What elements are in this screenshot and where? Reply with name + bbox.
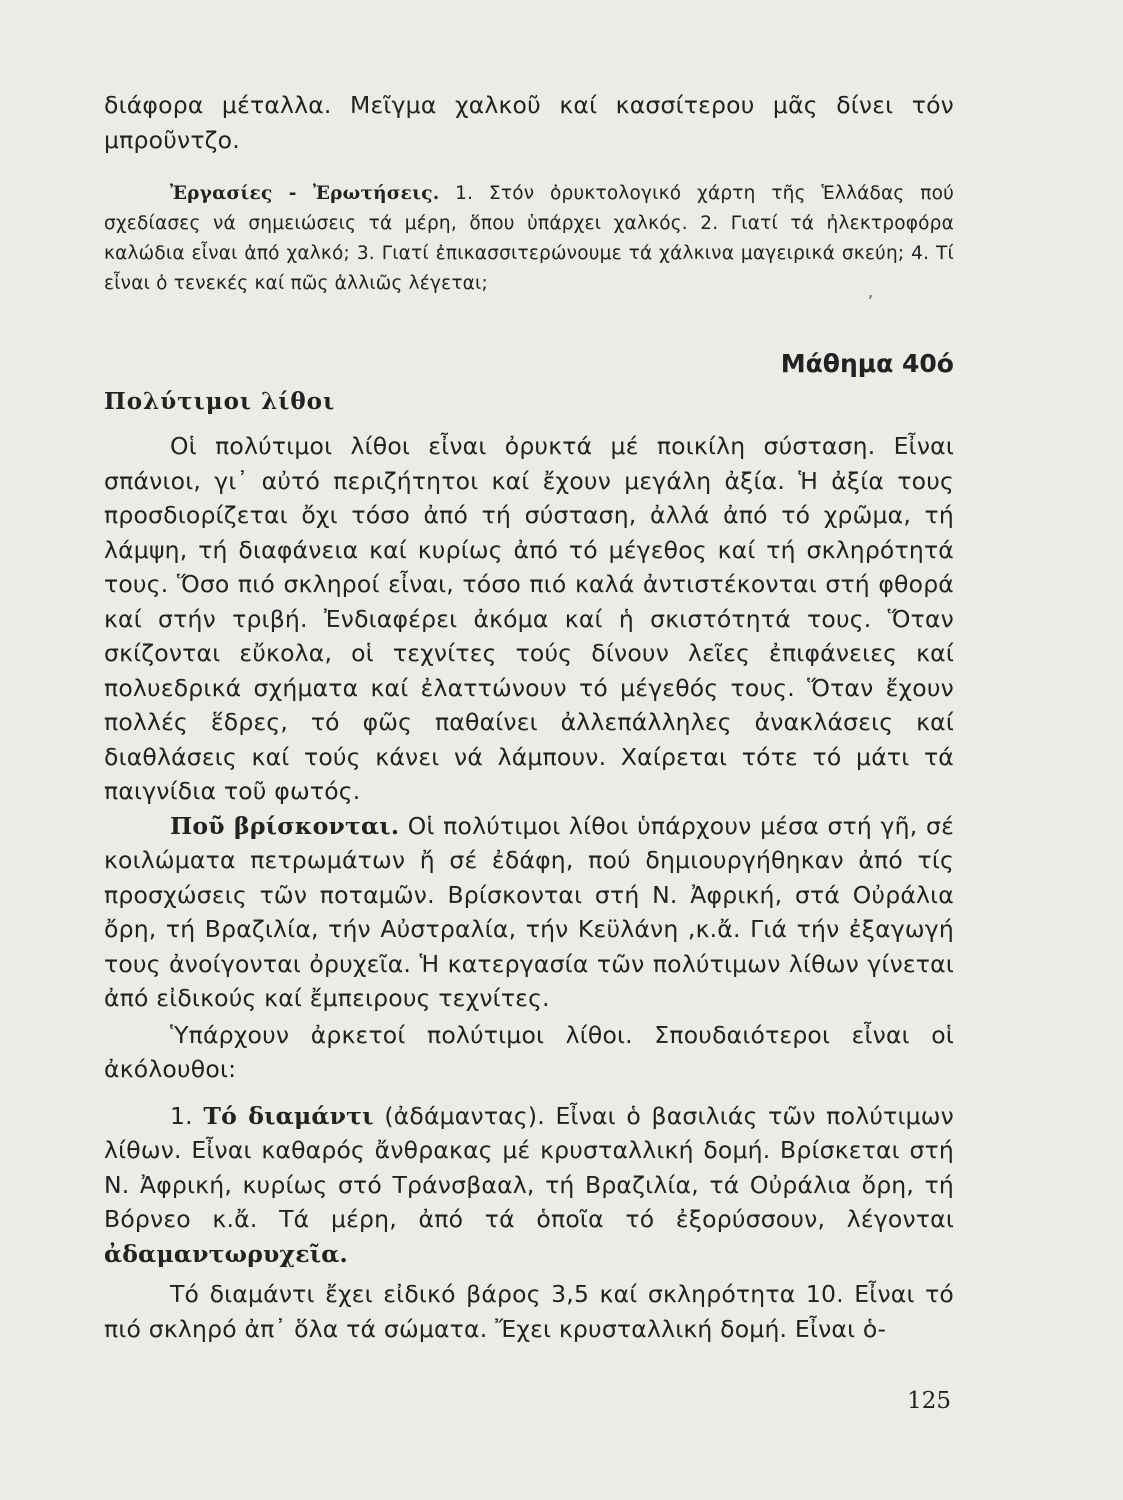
paragraph-4-prefix: 1.	[170, 1101, 204, 1130]
exercises-block	[104, 179, 954, 299]
paragraph-2	[104, 809, 954, 1016]
page-content	[104, 88, 954, 1346]
lesson-label: Μάθημα 40ό	[780, 349, 954, 378]
exercises-heading: Ἐργασίες - Ἐρωτήσεις.	[170, 183, 440, 204]
exercises-text: 1. Στόν ὀρυκτολογικό χάρτη τῆς Ἑλλάδας πού σχεδίασες νά σημειώσεις τά μέρη, ὅπου ὑπάρχει χαλκός. 2. Γιατί τά ἠλεκτροφόρα καλώδια εἶναι ἀπό χαλκό; 3. Γιατί ἐπικασσιτερώνουμε τά χάλκινα μαγειρικά σκεύη; 4. Τί εἶναι ὁ τενεκές καί πῶς ἀλλιῶς λέγεται;	[104, 183, 955, 294]
stray-mark: ,	[868, 282, 874, 301]
diamond-term: Τό διαμάντι	[203, 1101, 374, 1130]
paragraph-5: Τό διαμάντι ἔχει εἰδικό βάρος 3,5 καί σκληρότητα 10. Εἶναι τό πιό σκληρό ἀπ᾿ ὅλα τά σώματα. Ἔχει κρυσταλλική δομή. Εἶναι ὁ-	[104, 1280, 954, 1343]
paragraph-1: Οἱ πολύτιμοι λίθοι εἶναι ὀρυκτά μέ ποικίλη σύσταση. Εἶναι σπάνιοι, γι᾿ αὐτό περιζήτητοι καί ἔχουν μεγάλη ἀξία. Ἡ ἀξία τους προσδιορίζεται ὄχι τόσο ἀπό τή σύσταση, ἀλλά ἀπό τό χρῶμα, τή λάμψη, τή διαφάνεια καί κυρίως ἀπό τό μέγεθος καί τή σκληρότητά τους. Ὅσο πιό σκληροί εἶναι, τόσο πιό καλά ἀντιστέκονται στή φθορά καί στήν τριβή. Ἐνδιαφέρει ἀκόμα καί ἡ σκιστότητά τους. Ὅταν σκίζονται εὔκολα, οἱ τεχνίτες τούς δίνουν λεῖες ἐπιφάνειες καί πολυεδρικά σχήματα καί ἐλαττώνουν τό μέγεθός τους. Ὅταν ἔχουν πολλές ἕδρες, τό φῶς παθαίνει ἀλλεπάλληλες ἀνακλάσεις καί διαθλάσεις καί τούς κάνει νά λάμπουν. Χαίρεται τότε τό μάτι τά παιγνίδια τοῦ φωτός.	[104, 432, 954, 805]
diamond-mines-term: ἀδαμαντωρυχεῖα.	[104, 1239, 348, 1268]
paragraph-2-heading: Ποῦ βρίσκονται.	[170, 811, 400, 840]
section-title: Πολύτιμοι λίθοι	[104, 388, 336, 415]
intro-paragraph: διάφορα μέταλλα. Μεῖγμα χαλκοῦ καί κασσίτερου μᾶς δίνει τόν μπροῦντζο.	[104, 91, 954, 154]
page-number: 125	[907, 1388, 951, 1414]
paragraph-4	[104, 1099, 954, 1272]
paragraph-4-text: (ἀδάμαντας). Εἶναι ὁ βασιλιάς τῶν πολύτιμων λίθων. Εἶναι καθαρός ἄνθρακας μέ κρυσταλλική δομή. Βρίσκεται στή Ν. Ἀφρική, κυρίως στό Τράνσβααλ, τή Βραζιλία, τά Οὐράλια ὄρη, τή Βόρνεο κ.ἄ. Τά μέρη, ἀπό τά ὁποῖα τό ἐξορύσσουν, λέγονται	[104, 1101, 954, 1233]
paragraph-3: Ὑπάρχουν ἀρκετοί πολύτιμοι λίθοι. Σπουδαιότεροι εἶναι οἱ ἀκόλουθοι:	[104, 1020, 954, 1083]
paragraph-2-text: Οἱ πολύτιμοι λίθοι ὑπάρχουν μέσα στή γῆ, σέ κοιλώματα πετρωμάτων ἤ σέ ἐδάφη, πού δημιουργήθηκαν ἀπό τίς προσχώσεις τῶν ποταμῶν. Βρίσκονται στή Ν. Ἀφρική, στά Οὐράλια ὄρη, τή Βραζιλία, τήν Αὐστραλία, τήν Κεϋλάνη ,κ.ἄ. Γιά τήν ἐξαγωγή τους ἀνοίγονται ὀρυχεῖα. Ἡ κατεργασία τῶν πολύτιμων λίθων γίνεται ἀπό εἰδικούς καί ἔμπειρους τεχνίτες.	[104, 811, 954, 1012]
